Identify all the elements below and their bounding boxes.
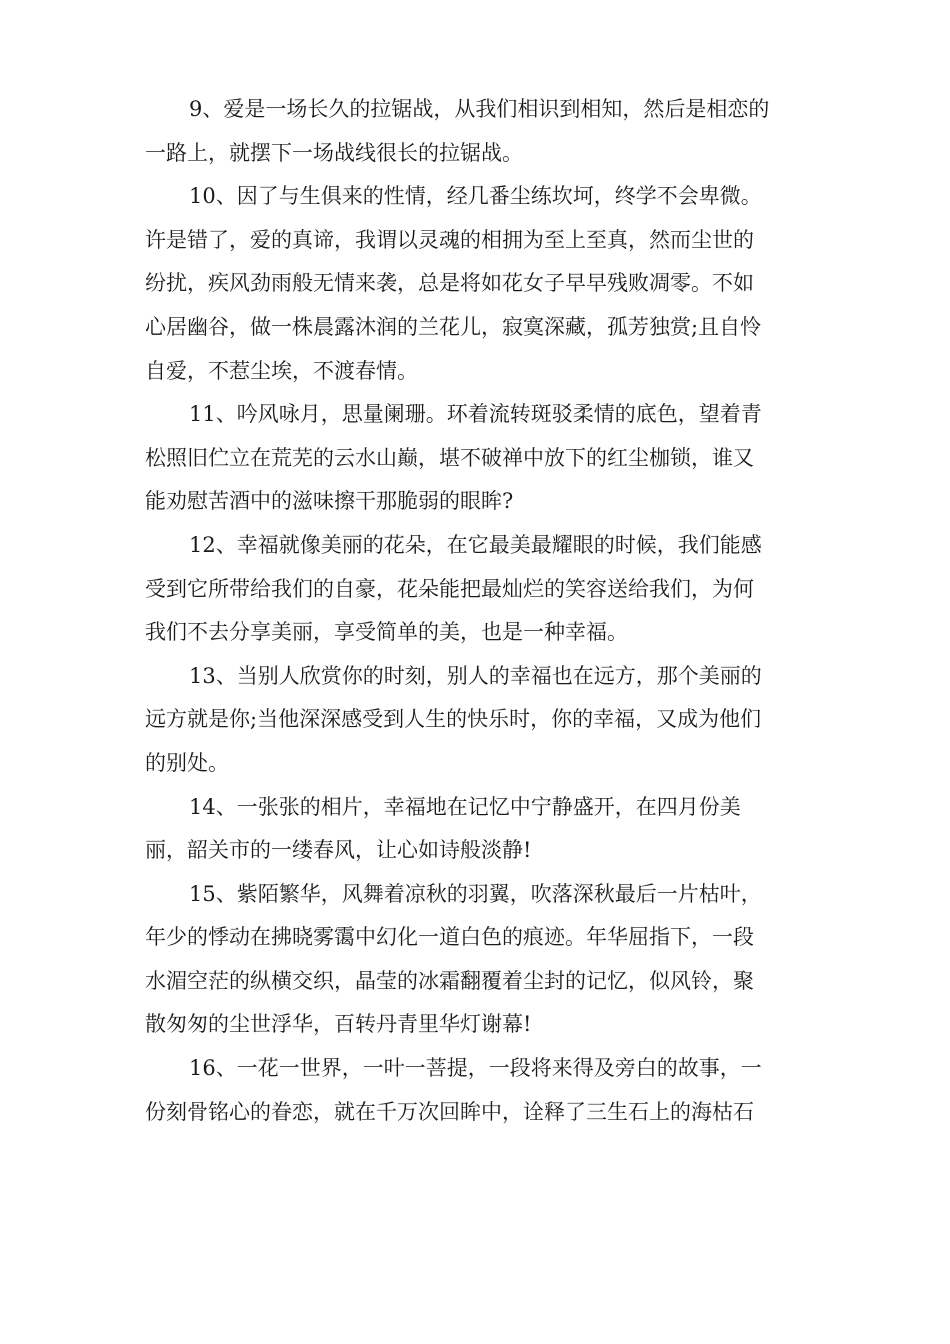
paragraph-14: 14、一张张的相片，幸福地在记忆中宁静盛开，在四月份美 丽，韶关市的一缕春风，让心如诗般淡静! xyxy=(145,794,741,863)
paragraph-15: 15、紫陌繁华，风舞着凉秋的羽翼，吹落深秋最后一片枯叶， 年少的悸动在拂晓雾霭中幻化一道白色的痕迹。年华屈指下，一段 水湄空茫的纵横交织，晶莹的冰霜翻覆着尘封的记忆，似风铃，聚 散匆匆的尘世浮华，百转丹青里华灯谢幕! xyxy=(145,881,762,1037)
paragraph-10: 10、因了与生俱来的性情，经几番尘练坎坷，终学不会卑微。 许是错了，爱的真谛，我谓以灵魂的相拥为至上至真，然而尘世的 纷扰，疾风劲雨般无情来袭，总是将如花女子早早残败凋零。不如 心居幽谷，做一株晨露沐润的兰花儿，寂寞深藏，孤芳独赏;且自怜 自爱，不惹尘埃，不渡春情。 xyxy=(145,184,762,383)
paragraph-13: 13、当别人欣赏你的时刻，别人的幸福也在远方，那个美丽的 远方就是你;当他深深感受到人生的快乐时，你的幸福，又成为他们 的别处。 xyxy=(145,663,762,775)
document-body xyxy=(145,88,805,1134)
paragraph-9: 9、爱是一场长久的拉锯战，从我们相识到相知，然后是相恋的 一路上，就摆下一场战线很长的拉锯战。 xyxy=(145,97,770,165)
paragraph-11: 11、吟风咏月，思量阑珊。环着流转斑驳柔情的底色，望着青 松照旧伫立在荒芜的云水山巅，堪不破禅中放下的红尘枷锁，谁又 能劝慰苦酒中的滋味擦干那脆弱的眼眸? xyxy=(145,402,762,514)
paragraph-16: 16、一花一世界，一叶一菩提，一段将来得及旁白的故事，一 份刻骨铭心的眷恋，就在千万次回眸中，诠释了三生石上的海枯石 xyxy=(145,1056,762,1124)
paragraph-12: 12、幸福就像美丽的花朵，在它最美最耀眼的时候，我们能感 受到它所带给我们的自豪，花朵能把最灿烂的笑容送给我们，为何 我们不去分享美丽，享受简单的美，也是一种幸福。 xyxy=(145,532,762,645)
